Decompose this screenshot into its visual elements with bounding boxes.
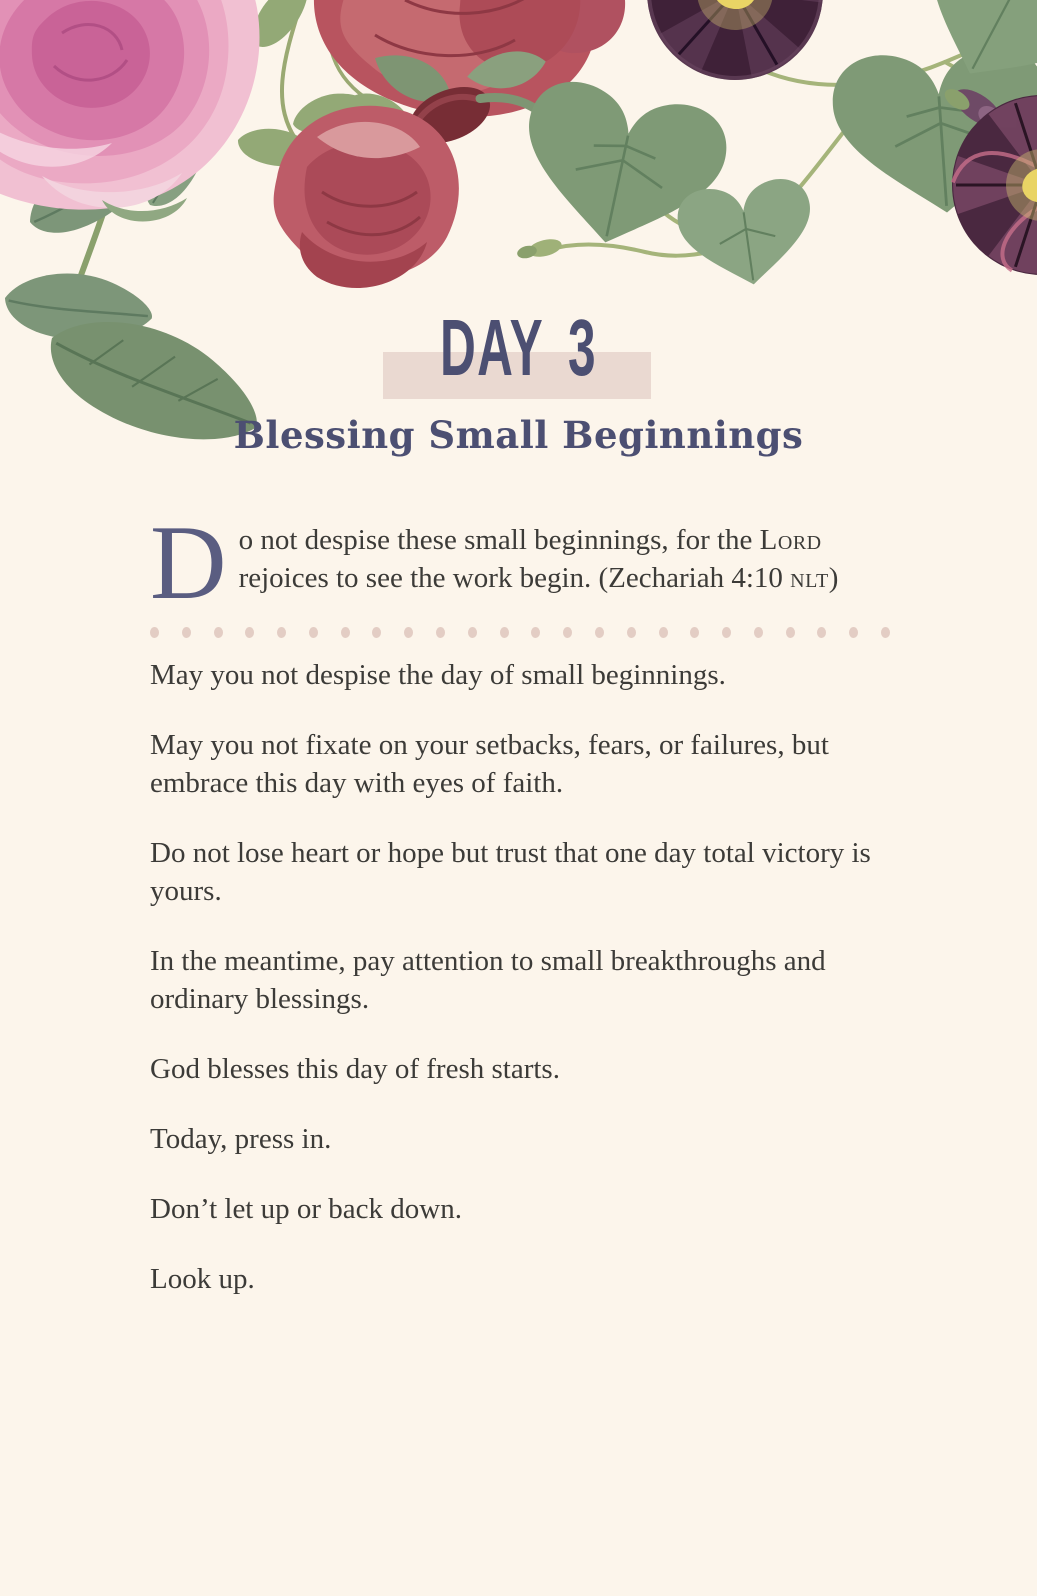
divider-dot — [404, 627, 413, 638]
scripture-nlt-smallcaps: nlt — [790, 562, 829, 594]
blessing-paragraph: Do not lose heart or hope but trust that one day total victory is yours. — [150, 837, 871, 907]
scripture-text-2: rejoices to see the work begin. (Zechariah 4:10 — [238, 562, 791, 594]
divider-dot — [214, 627, 223, 638]
divider-dot — [881, 627, 890, 638]
blessing-paragraph: Today, press in. — [150, 1123, 332, 1155]
blessing-body — [150, 656, 902, 1330]
blessing-paragraph: May you not despise the day of small beginnings. — [150, 659, 726, 691]
divider-dot — [182, 627, 191, 638]
divider-dot — [754, 627, 763, 638]
scripture-text-3: ) — [828, 562, 839, 594]
divider-dot — [627, 627, 636, 638]
divider-dot — [563, 627, 572, 638]
divider-dot — [849, 627, 858, 638]
scripture-text-1: o not despise these small beginnings, for the — [238, 524, 760, 556]
blessing-paragraph: Look up. — [150, 1263, 255, 1295]
scripture-quote — [150, 504, 890, 621]
dotted-divider — [150, 626, 890, 638]
divider-dot — [436, 627, 445, 638]
divider-dot — [372, 627, 381, 638]
blessing-paragraph: In the meantime, pay attention to small breakthroughs and ordinary blessings. — [150, 945, 826, 1015]
blessing-paragraph: May you not fixate on your setbacks, fears, or failures, but embrace this day with eyes of faith. — [150, 729, 829, 799]
page-title: Blessing Small Beginnings — [233, 413, 804, 457]
divider-dot — [690, 627, 699, 638]
pink-rose-icon — [0, 0, 260, 222]
divider-dot — [341, 627, 350, 638]
blessing-paragraph: God blesses this day of fresh starts. — [150, 1053, 560, 1085]
divider-dot — [531, 627, 540, 638]
divider-dot — [595, 627, 604, 638]
floral-header-illustration — [0, 0, 1037, 470]
day-label: DAY 3 — [440, 303, 597, 392]
divider-dot — [500, 627, 509, 638]
divider-dot — [722, 627, 731, 638]
divider-dot — [468, 627, 477, 638]
divider-dot — [277, 627, 286, 638]
dropcap-letter: D — [150, 504, 227, 621]
day-heading — [0, 303, 1037, 392]
divider-dot — [245, 627, 254, 638]
blessing-paragraph: Don’t let up or back down. — [150, 1193, 462, 1225]
divider-dot — [150, 627, 159, 638]
divider-dot — [309, 627, 318, 638]
divider-dot — [659, 627, 668, 638]
divider-dot — [817, 627, 826, 638]
scripture-lord-smallcaps: Lord — [759, 524, 822, 556]
divider-dot — [786, 627, 795, 638]
